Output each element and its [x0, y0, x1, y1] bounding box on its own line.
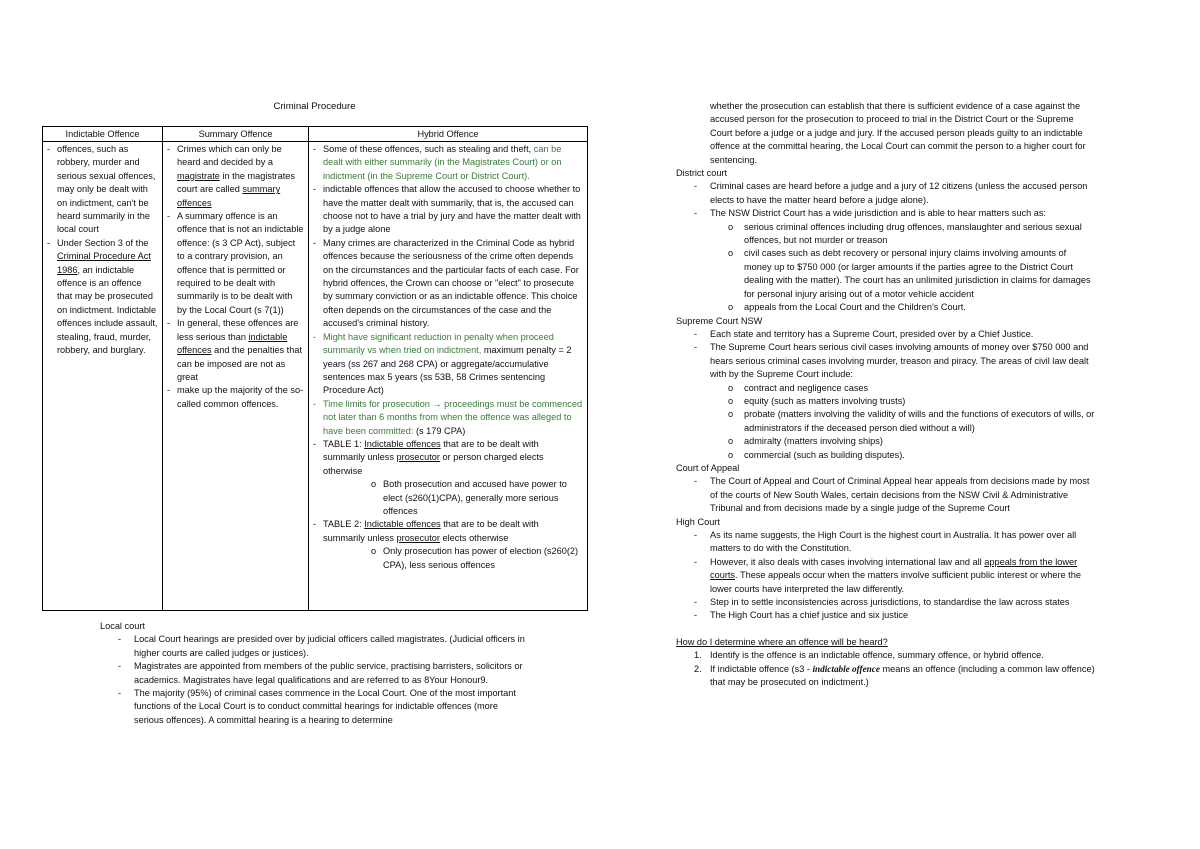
local-court-section	[100, 620, 530, 727]
page-title: Criminal Procedure	[273, 101, 356, 112]
hybrid-item: - TABLE 2: Indictable offences that are to be dealt with summarily unless prosecutor elects otherwise o Only prosecution has power of election (s260(2) CPA), less serious offences	[313, 518, 583, 572]
summary-item: - A summary offence is an offence that is not an indictable offence: (s 3 CP Act), subject to a contrary provision, an offence that is permitted or required to be dealt with summarily is to be dealt with by the Local Court (s 7(1))	[167, 210, 304, 317]
hybrid-item: - Might have significant reduction in penalty when proceed summarily vs when tried on indictment, maximum penalty = 2 years (ss 267 and 268 CPA) or aggregate/accumulative sentences max 5 years (ss 53B, 58 Crimes sentencing Procedure Act)	[313, 331, 583, 398]
appeal-item: - The Court of Appeal and Court of Criminal Appeal hear appeals from decisions made by most of the courts of New South Wales, certain decisions from the NSW Civil & Administrative Tribunal and from decisions made by a single judge of the Supreme Court	[676, 475, 1096, 515]
high-heading: High Court	[676, 516, 720, 527]
supreme-item: - The Supreme Court hears serious civil cases involving amounts of money over $750 000 and hears serious criminal cases involving murder, treason and piracy. The areas of civil law dealt with by the Supreme Court include: o contract and negligence cases o equity (such as matters involving trusts) o probate (matters involving the validity of wills and the functions of executors of wills, or administrators if the deceased person died without a will) o admiralty (matters involving ships) o commercial (such as building disputes).	[676, 341, 1096, 462]
district-subitem: o appeals from the Local Court and the Children's Court.	[728, 301, 1096, 314]
indictable-item: - offences, such as robbery, murder and serious sexual offences, may only be dealt with on indictment, can't be heard summarily in the local court	[47, 143, 158, 237]
local-court-item: - Local Court hearings are presided over by judicial officers called magistrates. (Judicial officers in higher courts are called judges or justices).	[100, 633, 530, 660]
high-item: - As its name suggests, the High Court is the highest court in Australia. It has power over all matters to do with the Constitution.	[676, 529, 1096, 556]
supreme-subitem: o contract and negligence cases	[728, 382, 1096, 395]
district-item: - The NSW District Court has a wide jurisdiction and is able to hear matters such as: o serious criminal offences including drug offences, manslaughter and serious sexual offences, but not murder or treason o civil cases such as debt recovery or personal injury claims involving amounts of money up to $750 000 (or larger amounts if the parties agree to the District Court dealing with the matter). The court has an unlimited jurisdiction in claims for damages for personal injury arising out of a motor vehicle accident o appeals from the Local Court and the Children's Court.	[676, 207, 1096, 314]
summary-cell	[163, 142, 309, 611]
appeals-link[interactable]: appeals from the lower courts	[710, 556, 1078, 581]
supreme-subitem: o admiralty (matters involving ships)	[728, 435, 1096, 448]
local-court-heading: Local court	[100, 621, 145, 631]
hybrid-item: - TABLE 1: Indictable offences that are to be dealt with summarily unless prosecutor or person charged elects otherwise o Both prosecution and accused have power to elect (s260(1)CPA), generally more serious offences	[313, 438, 583, 518]
supreme-subitem: o probate (matters involving the validity of wills and the functions of executors of wills, or administrators if the deceased person died without a will)	[728, 408, 1096, 435]
offence-table	[42, 126, 588, 611]
local-court-item: - Magistrates are appointed from members of the public service, practising barristers, solicitors or academics. Magistrates have legal qualifications and are referred to as 8Your Honour9.	[100, 660, 530, 687]
how-step: 2. If indictable offence (s3 - indictable offence means an offence (including a common law offence) that may be prosecuted on indictment.)	[694, 663, 1095, 688]
hybrid-item: - indictable offences that allow the accused to choose whether to have the matter dealt with summarily, that is, the accused can choose not to have a trial by jury and have the matter dealt with by a judge alone	[313, 183, 583, 237]
district-subitem: o serious criminal offences including drug offences, manslaughter and serious sexual offences, but not murder or treason	[728, 221, 1096, 248]
hybrid-item: - Time limits for prosecution → proceedings must be commenced not later than 6 months from when the offence was alleged to have been committed: (s 179 CPA)	[313, 398, 583, 438]
summary-item: - In general, these offences are less serious than indictable offences and the penalties that can be imposed are not as great	[167, 317, 304, 384]
supreme-item: - Each state and territory has a Supreme Court, presided over by a Chief Justice.	[676, 328, 1096, 341]
magistrate-link[interactable]: magistrate	[177, 170, 220, 181]
how-heading: How do I determine where an offence will be heard?	[676, 636, 888, 647]
header-hybrid: Hybrid Offence	[309, 127, 588, 142]
indictable-cell	[43, 142, 163, 611]
high-item: - However, it also deals with cases involving international law and all appeals from the lower courts. These appeals occur when the matters involve sufficient public interest or where the lower courts have interpreted the law differently.	[676, 556, 1096, 596]
appeal-heading: Court of Appeal	[676, 462, 740, 473]
hybrid-item: - Many crimes are characterized in the Criminal Code as hybrid offences because the seriousness of the crime often depends on the circumstances and the particular facts of each case. For hybrid offences, the Crown can choose or "elect" to prosecute by summary conviction or as an indictable offence. This choice often depends on the circumstances of the case and the accused's criminal history.	[313, 237, 583, 331]
cpa-link[interactable]: Criminal Procedure Act 1986	[57, 251, 151, 275]
district-heading: District court	[676, 168, 728, 179]
summary-item: - make up the majority of the so-called common offences.	[167, 384, 304, 411]
hybrid-item: - Some of these offences, such as stealing and theft, can be dealt with either summarily (in the Magistrates Court) or on indictment (in the Supreme Court or District Court).	[313, 143, 583, 183]
indictable-item: - Under Section 3 of the Criminal Procedure Act 1986, an indictable offence is an offence that may be prosecuted on indictment. Indictable offences include assault, stealing, fraud, murder, robbery, and burglary.	[47, 237, 158, 358]
summary-offences-link[interactable]: summary offences	[177, 184, 281, 208]
district-subitem: o civil cases such as debt recovery or personal injury claims involving amounts of money up to $750 000 (or larger amounts if the parties agree to the District Court dealing with the matter). The court has an unlimited jurisdiction in claims for damages for personal injury arising out of a motor vehicle accident	[728, 247, 1096, 301]
hybrid-subitem: o Both prosecution and accused have power to elect (s260(1)CPA), generally more serious offences	[371, 478, 583, 518]
supreme-heading: Supreme Court NSW	[676, 315, 763, 326]
hybrid-cell	[309, 142, 588, 611]
right-column	[676, 100, 1096, 689]
summary-item: - Crimes which can only be heard and decided by a magistrate in the magistrates court are called summary offences	[167, 143, 304, 210]
high-item: - The High Court has a chief justice and six justice	[676, 609, 1096, 622]
supreme-subitem: o commercial (such as building disputes).	[728, 449, 1096, 462]
district-item: - Criminal cases are heard before a judge and a jury of 12 citizens (unless the accused person elects to have the matter heard before a judge alone).	[676, 180, 1096, 207]
indictable-offences-link[interactable]: indictable offences	[177, 331, 288, 356]
committal-continuation: whether the prosecution can establish that there is sufficient evidence of a case against the accused person for the prosecution to proceed to trial in the District Court or the Supreme Court before a judge or a judge and jury. If the accused person pleads guilty to an indictable offence at the committal hearing, the Local Court can commit the person to a higher court for sentencing.	[710, 101, 1086, 165]
supreme-subitem: o equity (such as matters involving trusts)	[728, 395, 1096, 408]
how-step: 1. Identify is the offence is an indictable offence, summary offence, or hybrid offence.	[694, 650, 1044, 661]
local-court-item: - The majority (95%) of criminal cases commence in the Local Court. One of the most important functions of the Local Court is to conduct committal hearings for indictable offences (more serious offences). A committal hearing is a hearing to determine	[100, 687, 530, 727]
header-summary: Summary Offence	[163, 127, 309, 142]
header-indictable: Indictable Offence	[43, 127, 163, 142]
high-item: - Step in to settle inconsistencies across jurisdictions, to standardise the law across states	[676, 596, 1096, 609]
hybrid-subitem: o Only prosecution has power of election (s260(2) CPA), less serious offences	[371, 545, 583, 572]
